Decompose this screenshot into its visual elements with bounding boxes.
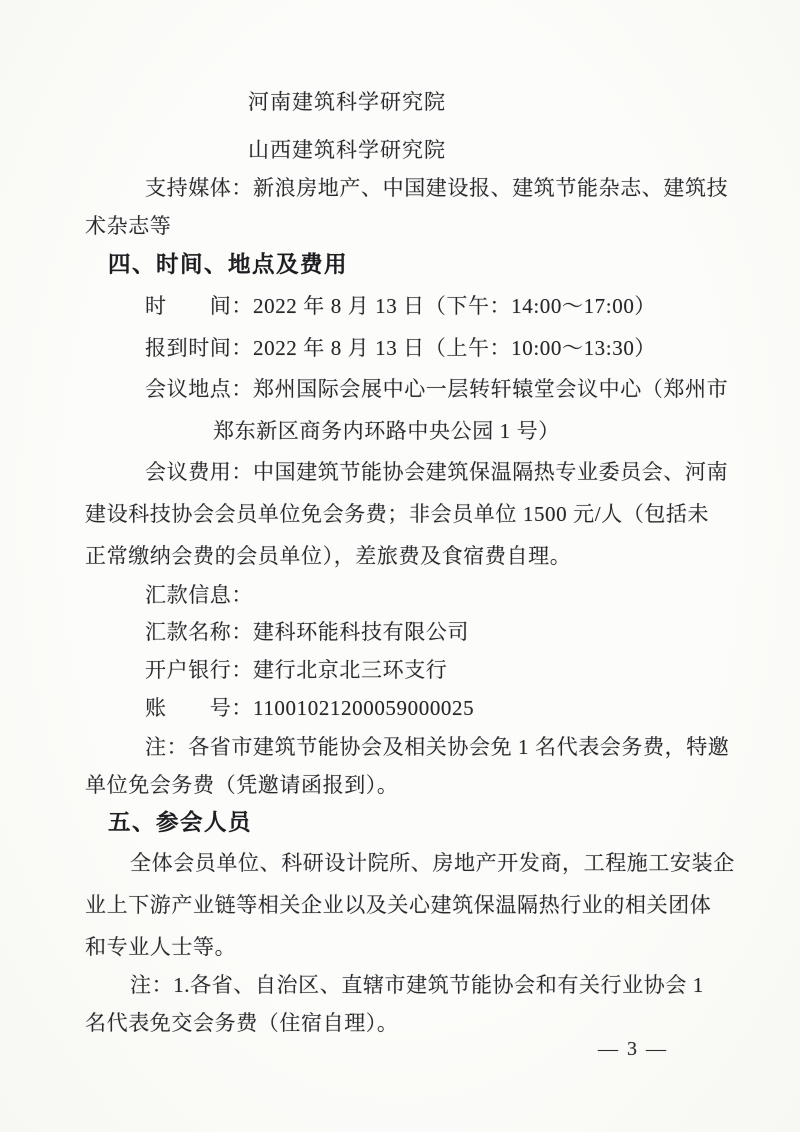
participants-line: 全体会员单位、科研设计院所、房地产开发商，工程施工安装企 bbox=[130, 851, 735, 875]
meeting-location-line: 郑东新区商务内环路中央公园 1 号） bbox=[213, 419, 560, 443]
meeting-fee-line: 建设科技协会会员单位免会务费；非会员单位 1500 元/人（包括未 bbox=[85, 502, 710, 526]
registration-time-line: 报到时间：2022 年 8 月 13 日（上午：10:00～13:30） bbox=[145, 336, 657, 360]
section-5-heading: 五、参会人员 bbox=[108, 810, 253, 835]
participants-line: 业上下游产业链等相关企业以及关心建筑保温隔热行业的相关团体 bbox=[85, 893, 712, 917]
bank-line: 开户银行：建行北京北三环支行 bbox=[145, 658, 448, 682]
fee-note-line: 注：各省市建筑节能协会及相关协会免 1 名代表会务费，特邀 bbox=[145, 735, 730, 759]
remittance-info-label: 汇款信息： bbox=[145, 583, 253, 607]
meeting-time-line: 时 间：2022 年 8 月 13 日（下午：14:00～17:00） bbox=[145, 294, 657, 318]
participants-note-line: 名代表免交会务费（住宿自理）。 bbox=[85, 1011, 399, 1035]
page-number: — 3 — bbox=[598, 1038, 668, 1060]
meeting-fee-line: 正常缴纳会费的会员单位），差旅费及食宿费自理。 bbox=[85, 544, 572, 568]
participants-note-line: 注：1.各省、自治区、直辖市建筑节能协会和有关行业协会 1 bbox=[130, 973, 704, 997]
meeting-location-line: 会议地点：郑州国际会展中心一层转轩辕堂会议中心（郑州市 bbox=[145, 377, 729, 401]
remittance-name-line: 汇款名称：建科环能科技有限公司 bbox=[145, 620, 469, 644]
participants-line: 和专业人士等。 bbox=[85, 935, 237, 959]
section-4-heading: 四、时间、地点及费用 bbox=[108, 252, 349, 277]
supporting-unit-line: 山西建筑科学研究院 bbox=[248, 138, 446, 162]
account-number-line: 账 号：11001021200059000025 bbox=[145, 696, 475, 720]
media-support-line: 支持媒体：新浪房地产、中国建设报、建筑节能杂志、建筑技 bbox=[145, 176, 729, 200]
supporting-unit-line: 河南建筑科学研究院 bbox=[248, 90, 446, 114]
meeting-fee-line: 会议费用：中国建筑节能协会建筑保温隔热专业委员会、河南 bbox=[145, 460, 729, 484]
media-support-line: 术杂志等 bbox=[85, 214, 172, 238]
fee-note-line: 单位免会务费（凭邀请函报到）。 bbox=[85, 773, 399, 797]
